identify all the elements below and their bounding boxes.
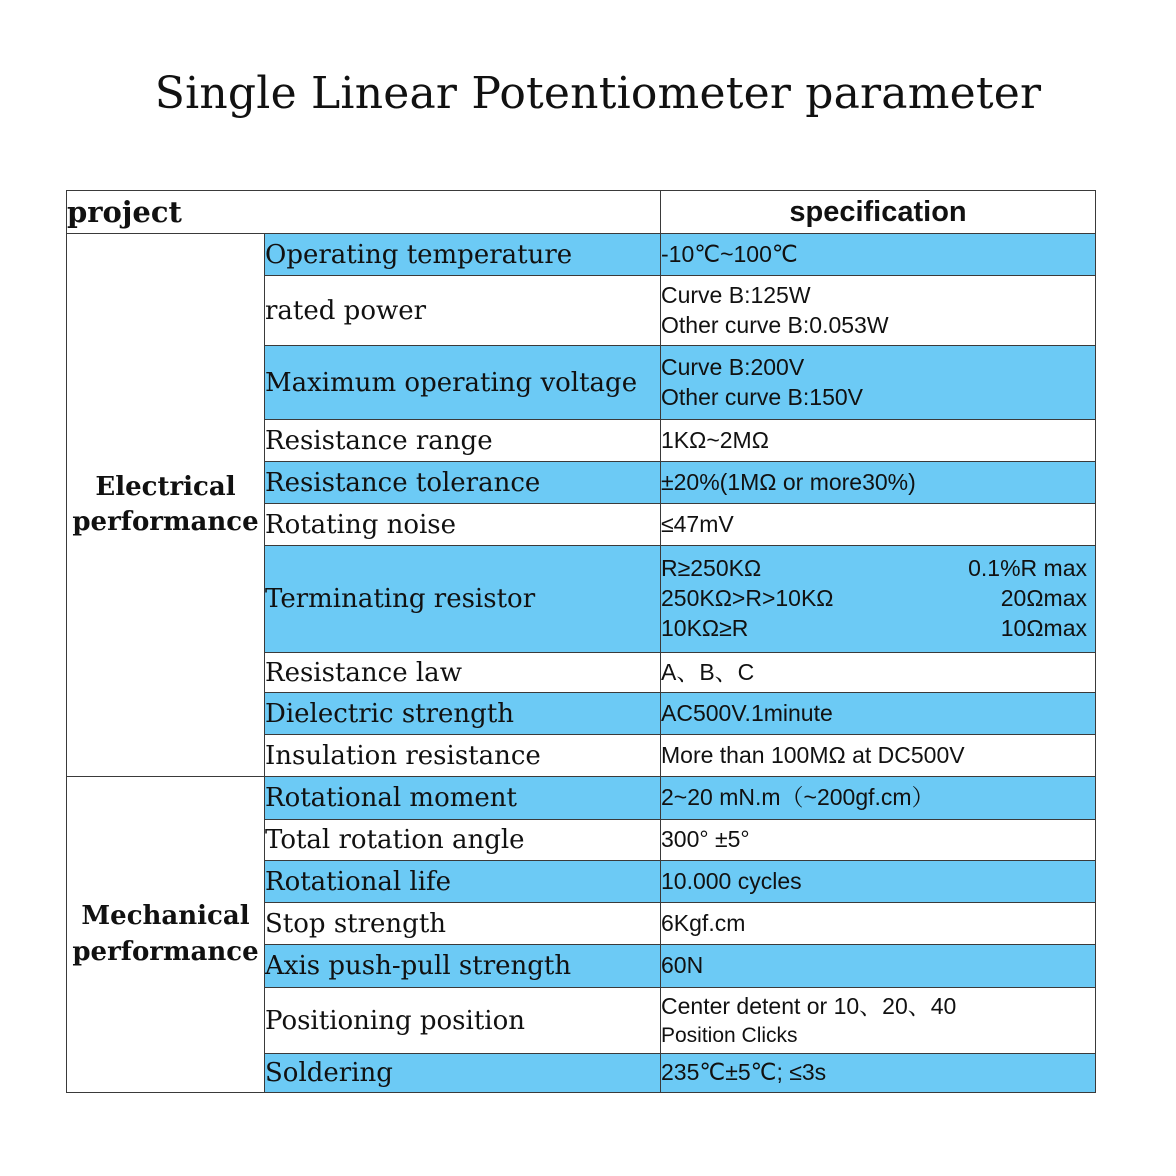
item-name: Resistance range [265, 420, 661, 462]
spec-value: ≤47mV [661, 504, 1096, 546]
item-name: Resistance tolerance [265, 462, 661, 504]
spec-value: 10.000 cycles [661, 861, 1096, 903]
spec-value: 300° ±5° [661, 820, 1096, 861]
item-name: rated power [265, 276, 661, 346]
item-name: Insulation resistance [265, 735, 661, 777]
spec-value: AC500V.1minute [661, 693, 1096, 735]
item-name: Total rotation angle [265, 820, 661, 861]
item-name: Positioning position [265, 988, 661, 1054]
table-row [67, 777, 1096, 820]
header-project: project [67, 191, 661, 234]
item-name: Maximum operating voltage [265, 346, 661, 420]
page-title: Single Linear Potentiometer parameter [154, 68, 1042, 119]
item-name: Rotating noise [265, 504, 661, 546]
group-label-line: performance [72, 936, 259, 967]
header-specification: specification [661, 191, 1096, 234]
spec-value: 60N [661, 945, 1096, 988]
spec-value: A、B、C [661, 653, 1096, 693]
group-electrical-performance [67, 234, 265, 777]
item-name: Resistance law [265, 653, 661, 693]
spec-value: More than 100MΩ at DC500V [661, 735, 1096, 777]
item-name: Dielectric strength [265, 693, 661, 735]
group-label-line: performance [72, 507, 259, 537]
item-name: Axis push-pull strength [265, 945, 661, 988]
table-row [67, 234, 1096, 276]
group-mechanical-performance [67, 777, 265, 1093]
group-label-line: Electrical [95, 471, 236, 502]
item-name: Terminating resistor [265, 546, 661, 653]
spec-value: 2~20 mN.m（~200gf.cm） [661, 777, 1096, 820]
group-label-line: Mechanical [81, 901, 250, 932]
item-name: Soldering [265, 1054, 661, 1093]
spec-value: R≥250KΩ 0.1%R max 250KΩ>R>10KΩ 20Ωmax 10KΩ≥R 10Ωmax [661, 546, 1096, 653]
spec-value: 1KΩ~2MΩ [661, 420, 1096, 462]
item-name: Rotational life [265, 861, 661, 903]
item-name: Rotational moment [265, 777, 661, 820]
spec-value: Curve B:200V Other curve B:150V [661, 346, 1096, 420]
spec-value: Center detent or 10、20、40 Position Clicks [661, 988, 1096, 1054]
spec-value: -10℃~100℃ [661, 234, 1096, 276]
spec-value: ±20%(1MΩ or more30%) [661, 462, 1096, 504]
parameter-table [66, 190, 1096, 1093]
item-name: Operating temperature [265, 234, 661, 276]
spec-value: 235℃±5℃; ≤3s [661, 1054, 1096, 1093]
item-name: Stop strength [265, 903, 661, 945]
spec-value: Curve B:125W Other curve B:0.053W [661, 276, 1096, 346]
spec-value: 6Kgf.cm [661, 903, 1096, 945]
table-header-row [67, 191, 1096, 234]
